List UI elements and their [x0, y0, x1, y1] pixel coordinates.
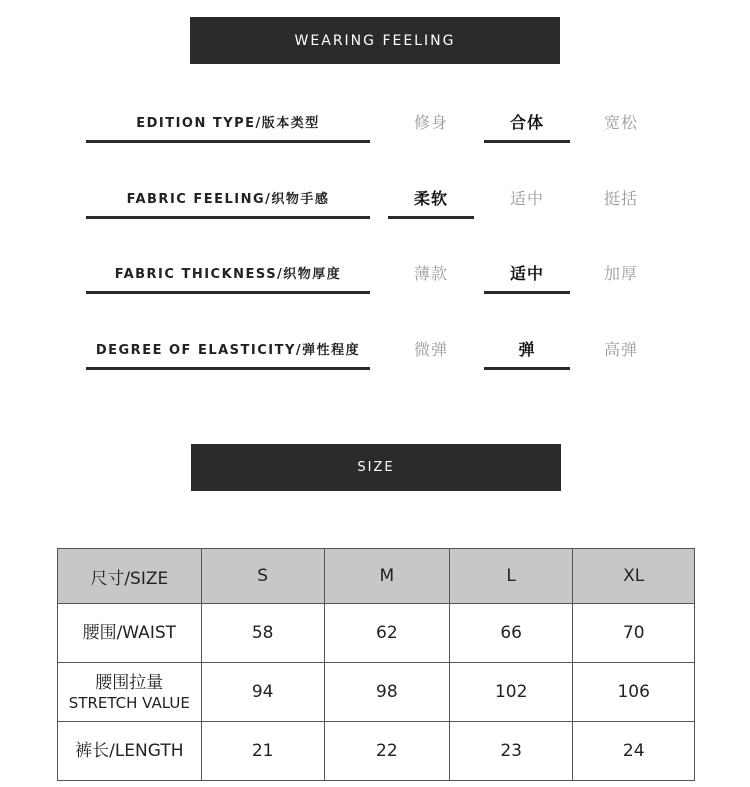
table-cell: 62: [324, 604, 449, 663]
feeling-label: FABRIC FEELING/织物手感: [126, 191, 330, 207]
size-title: SIZE: [357, 460, 395, 475]
table-cell: 102: [449, 663, 572, 722]
feeling-label-underline: [86, 140, 370, 143]
wearing-feeling-banner: [190, 17, 560, 64]
feeling-option: 加厚: [603, 263, 638, 283]
row-label: [58, 722, 202, 781]
feeling-option: 薄款: [413, 263, 448, 283]
table-cell: 94: [201, 663, 324, 722]
table-cell: 70: [573, 604, 695, 663]
feeling-option-selected: 合体: [484, 104, 570, 138]
feeling-label-underline: [86, 367, 370, 370]
feeling-label: EDITION TYPE/版本类型: [136, 115, 320, 131]
row-label-text: 腰围/WAIST: [82, 623, 177, 643]
feeling-row-edition-type: [0, 104, 750, 144]
table-cell: 21: [201, 722, 324, 781]
table-header-cell: S: [201, 549, 324, 604]
feeling-option: 宽松: [603, 112, 638, 132]
size-table: [57, 548, 695, 781]
row-label-text: 腰围拉量: [95, 673, 164, 693]
feeling-option-selected: 弹: [484, 331, 570, 365]
table-cell: 24: [573, 722, 695, 781]
table-row: [58, 604, 695, 663]
table-header-cell: XL: [573, 549, 695, 604]
feeling-option: 适中: [509, 188, 544, 208]
table-cell: 58: [201, 604, 324, 663]
feeling-option: 高弹: [603, 339, 638, 359]
feeling-row-fabric-thickness: [0, 255, 750, 295]
table-row: [58, 722, 695, 781]
feeling-option-selected: 柔软: [388, 180, 474, 214]
feeling-label-underline: [86, 216, 370, 219]
size-banner: [191, 444, 561, 491]
row-label-text: 裤长/LENGTH: [75, 741, 184, 761]
feeling-label: DEGREE OF ELASTICITY/弹性程度: [95, 342, 361, 358]
feeling-label-underline: [86, 291, 370, 294]
row-label-subtext: STRETCH VALUE: [68, 694, 190, 712]
row-label: [58, 604, 202, 663]
table-row: [58, 663, 695, 722]
feeling-option: 微弹: [413, 339, 448, 359]
feeling-option-selected: 适中: [484, 255, 570, 289]
table-header-cell: L: [449, 549, 572, 604]
table-header-row: [58, 549, 695, 604]
feeling-label: FABRIC THICKNESS/织物厚度: [114, 266, 342, 282]
wearing-feeling-title: WEARING FEELING: [294, 32, 456, 49]
table-cell: 23: [449, 722, 572, 781]
table-cell: 22: [324, 722, 449, 781]
feeling-option: 修身: [413, 112, 448, 132]
feeling-option: 挺括: [603, 188, 638, 208]
table-header-cell: 尺寸/SIZE: [58, 549, 202, 604]
table-cell: 66: [449, 604, 572, 663]
table-header-cell: M: [324, 549, 449, 604]
table-cell: 98: [324, 663, 449, 722]
row-label: [58, 663, 202, 722]
feeling-row-elasticity: [0, 331, 750, 371]
table-cell: 106: [573, 663, 695, 722]
feeling-row-fabric-feeling: [0, 180, 750, 220]
